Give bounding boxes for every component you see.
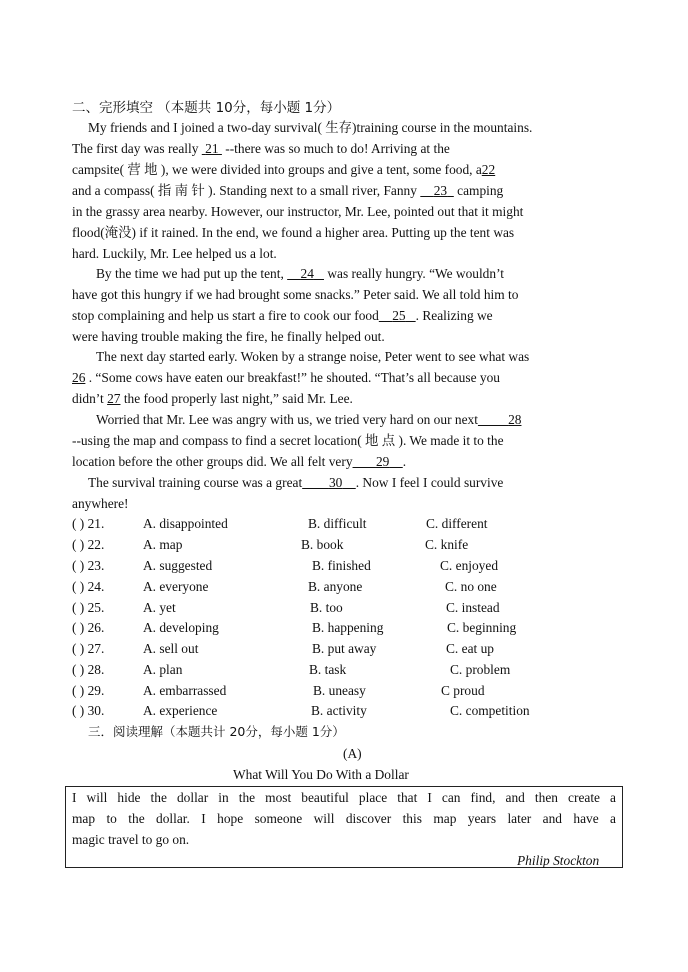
question-27-number: ( ) 27. xyxy=(72,641,105,656)
question-24-option-c: C. no one xyxy=(445,579,497,594)
question-26-option-c: C. beginning xyxy=(447,620,517,635)
passage-line-1: My friends and I joined a two-day survival( 生存)training course in the mountains. xyxy=(88,120,533,135)
passage-a-label: (A) xyxy=(343,746,362,761)
passage-line-9: have got this hungry if we had brought some snacks.” Peter said. We all told him to xyxy=(72,287,519,302)
quote-line-1: I will hide the dollar in the most beautiful place that I can find, and then create a xyxy=(72,790,616,805)
section-2-title: 二、完形填空 （本题共 10分，每小题 1分） xyxy=(72,100,341,116)
passage-line-12: The next day started early. Woken by a strange noise, Peter went to see what was xyxy=(96,349,530,364)
passage-line-17: location before the other groups did. We all felt very 29 . xyxy=(72,454,407,469)
question-28-option-c: C. problem xyxy=(450,662,511,677)
question-21-option-c: C. different xyxy=(426,516,488,531)
question-23-option-b: B. finished xyxy=(312,558,371,573)
question-28-number: ( ) 28. xyxy=(72,662,105,677)
passage-line-5: in the grassy area nearby. However, our instructor, Mr. Lee, pointed out that it might xyxy=(72,204,524,219)
passage-line-19: anywhere! xyxy=(72,496,129,511)
passage-line-6: flood(淹没) if it rained. In the end, we found a higher area. Putting up the tent was xyxy=(72,225,515,240)
passage-line-14: didn’t 27 the food properly last night,” said Mr. Lee. xyxy=(72,391,353,406)
question-28-option-a: A. plan xyxy=(143,662,183,677)
question-27-option-b: B. put away xyxy=(312,641,377,656)
blank-26: 26 xyxy=(72,370,86,385)
section-3-title: 三．阅读理解（本题共计 20分，每小题 1分） xyxy=(88,724,345,739)
passage-a-title: What Will You Do With a Dollar xyxy=(233,767,409,782)
question-29-number: ( ) 29. xyxy=(72,683,105,698)
quote-signature: Philip Stockton xyxy=(517,853,600,868)
passage-line-8: By the time we had put up the tent, 24 was really hungry. “We wouldn’t xyxy=(96,266,505,281)
question-29-option-c: C proud xyxy=(441,683,485,698)
question-22-option-b: B. book xyxy=(301,537,344,552)
passage-line-13: 26 . “Some cows have eaten our breakfast!” he shouted. “That’s all because you xyxy=(72,370,500,385)
passage-line-4: and a compass( 指 南 针 ). Standing next to a small river, Fanny 23 camping xyxy=(72,183,504,198)
blank-24: 24 xyxy=(300,266,314,281)
blank-27: 27 xyxy=(107,391,121,406)
question-25-option-a: A. yet xyxy=(143,600,176,615)
question-24-option-b: B. anyone xyxy=(308,579,363,594)
blank-21: 21 xyxy=(205,141,219,156)
question-21-number: ( ) 21. xyxy=(72,516,105,531)
blank-28: 28 xyxy=(508,412,522,427)
question-26-option-a: A. developing xyxy=(143,620,219,635)
question-22-option-c: C. knife xyxy=(425,537,469,552)
question-29-option-b: B. uneasy xyxy=(313,683,366,698)
question-24-option-a: A. everyone xyxy=(143,579,209,594)
passage-line-15: Worried that Mr. Lee was angry with us, we tried very hard on our next 28 xyxy=(96,412,522,427)
question-24-number: ( ) 24. xyxy=(72,579,105,594)
question-25-option-c: C. instead xyxy=(446,600,500,615)
passage-line-10: stop complaining and help us start a fire to cook our food 25 . Realizing we xyxy=(72,308,493,323)
question-27-option-c: C. eat up xyxy=(446,641,494,656)
quote-line-3: magic travel to go on. xyxy=(72,832,190,847)
quote-line-2: map to the dollar. I hope someone will discover this map years later and have a xyxy=(72,811,616,826)
question-30-option-c: C. competition xyxy=(450,703,530,718)
passage-line-7: hard. Luckily, Mr. Lee helped us a lot. xyxy=(72,246,277,261)
question-27-option-a: A. sell out xyxy=(143,641,199,656)
question-23-number: ( ) 23. xyxy=(72,558,105,573)
question-30-option-a: A. experience xyxy=(143,703,218,718)
passage-line-16: --using the map and compass to find a secret location( 地 点 ). We made it to the xyxy=(72,433,504,448)
passage-line-18: The survival training course was a great 30 . Now I feel I could survive xyxy=(88,475,504,490)
question-23-option-c: C. enjoyed xyxy=(440,558,499,573)
question-21-option-b: B. difficult xyxy=(308,516,367,531)
passage-line-3: campsite( 营 地 ), we were divided into groups and give a tent, some food, a22 xyxy=(72,162,496,177)
question-23-option-a: A. suggested xyxy=(143,558,213,573)
question-25-option-b: B. too xyxy=(310,600,343,615)
question-28-option-b: B. task xyxy=(309,662,347,677)
blank-23: 23 xyxy=(433,183,448,198)
blank-22: 22 xyxy=(481,162,496,177)
blank-25: 25 xyxy=(392,308,406,323)
question-29-option-a: A. embarrassed xyxy=(143,683,227,698)
question-22-number: ( ) 22. xyxy=(72,537,105,552)
passage-line-11: were having trouble making the fire, he finally helped out. xyxy=(72,329,385,344)
question-22-option-a: A. map xyxy=(143,537,183,552)
question-30-number: ( ) 30. xyxy=(72,703,105,718)
passage-line-2: The first day was really 21 --there was so much to do! Arriving at the xyxy=(72,141,450,156)
question-25-number: ( ) 25. xyxy=(72,600,105,615)
question-26-option-b: B. happening xyxy=(312,620,384,635)
blank-30: 30 xyxy=(328,475,343,490)
blank-29: 29 xyxy=(375,454,390,469)
question-21-option-a: A. disappointed xyxy=(143,516,228,531)
question-26-number: ( ) 26. xyxy=(72,620,105,635)
question-30-option-b: B. activity xyxy=(311,703,367,718)
